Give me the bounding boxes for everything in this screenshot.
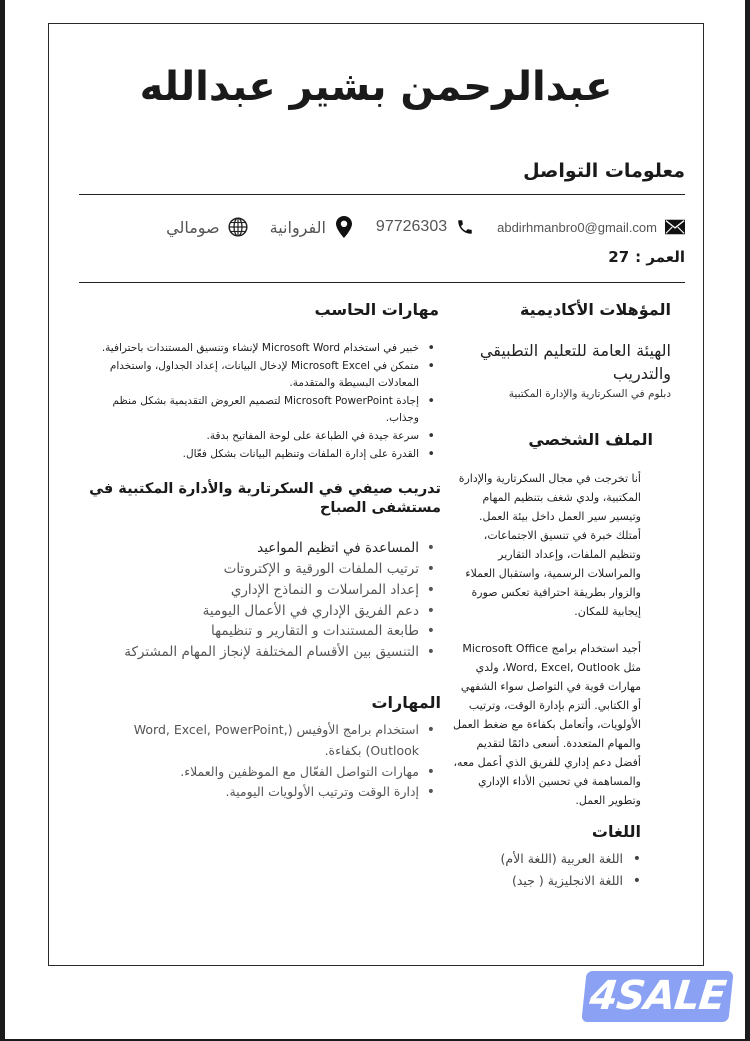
education-title: المؤهلات الأكاديمية <box>519 300 671 319</box>
contact-email[interactable] <box>497 217 685 237</box>
right-edge-strip <box>745 0 750 1041</box>
list-item: • المساعدة في اتظيم المواعيد <box>89 538 441 559</box>
age-value: 27 <box>608 248 630 266</box>
list-item: • سرعة جيدة في الطباعة على لوحة المفاتيح بدقة. <box>89 428 441 446</box>
contact-section-title: معلومات التواصل <box>523 160 685 182</box>
email-text: abdirhmanbro0@gmail.com <box>497 219 657 235</box>
resume-page <box>48 23 704 966</box>
list-item: • إجادة Microsoft PowerPoint لتصميم العروض التقديمية بشكل منظم وجذاب. <box>89 393 441 428</box>
contact-nationality <box>166 217 248 237</box>
contact-phone[interactable] <box>376 217 475 237</box>
training-title: تدريب صيفي في السكرتارية والأدارة المكتبية في مستشفى الصباح <box>89 481 441 517</box>
list-item: • متمكن في Microsoft Excel لإدخال البيانات، إعداد الجداول، واستخدام المعادلات البسيطة والمتقدمة. <box>89 358 441 393</box>
left-column <box>89 300 441 803</box>
education-degree: دبلوم في السكرتارية والإدارة المكتبية <box>508 388 671 400</box>
4sale-watermark-logo: 4SALE <box>581 971 733 1022</box>
education-institution: الهيئة العامة للتعليم التطبيقي والتدريب <box>479 341 671 383</box>
list-item: • دعم الفريق الإداري في الأعمال اليومية <box>89 601 441 622</box>
location-text: الفروانية <box>269 217 326 237</box>
list-item: • اللغة الانجليزية ( جيد) <box>453 870 641 892</box>
computer-skills-list <box>89 340 441 463</box>
right-column <box>453 300 671 892</box>
skills-list <box>89 720 441 803</box>
profile-paragraph-1: أنا تخرجت في مجال السكرتارية والإدارة المكتبية، ولدي شغف بتنظيم المهام وتيسير سير العمل داخل بيئة العمل. أمتلك خبرة في تنسيق الاجتماعات، وتنظيم الملفات، وإعداد التقارير والمراسلات الرسمية، واستقبال العملاء والزوار بطريقة احترافية تعكس صورة إيجابية للمكان. <box>458 472 641 618</box>
contact-location <box>270 217 354 237</box>
skills-title: المهارات <box>371 692 441 712</box>
divider <box>79 194 685 195</box>
phone-icon <box>455 217 475 237</box>
profile-paragraph-2: أجيد استخدام برامج Microsoft Office مثل Word, Excel, Outlook، ولدي مهارات قوية في التواصل سواء الشفهي أو الكتابي. ألتزم بإدارة الوقت، وترتيب الأولويات، وأتعامل بكفاءة مع ضغط العمل والمهام المتعددة. أسعى دائمًا لتقديم أفضل دعم إداري للفريق الذي أعمل معه، والمساهمة في تحسين الأداء الإداري وتطوير العمل. <box>452 642 641 807</box>
list-item: • ترتيب الملفات الورقية و الإكتروتات <box>89 559 441 580</box>
list-item: • خبير في استخدام Microsoft Word لإنشاء وتنسيق المستندات باحترافية. <box>89 340 441 358</box>
list-item: • اللغة العربية (اللغة الأم) <box>453 848 641 870</box>
contact-info-row <box>144 217 685 237</box>
training-list <box>89 538 441 663</box>
list-item: • طابعة المستندات و التقارير و تنظيمها <box>89 621 441 642</box>
map-pin-icon <box>334 217 354 237</box>
list-item: • استخدام برامج الأوفيس (,Word, Excel, PowerPoint Outlook) بكفاءة. <box>89 720 441 762</box>
nationality-text: صومالي <box>166 217 220 237</box>
computer-skills-title: مهارات الحاسب <box>314 300 439 319</box>
age-label: العمر : <box>635 248 685 266</box>
list-item: • التنسيق بين الأقسام المختلفة لإنجاز المهام المشتركة <box>89 642 441 663</box>
candidate-name: عبدالرحمن بشير عبدالله <box>139 64 613 110</box>
profile-title: الملف الشخصي <box>528 430 653 449</box>
list-item: • إعداد المراسلات و النماذج الإداري <box>89 580 441 601</box>
list-item: • مهارات التواصل الفعّال مع الموظفين والعملاء. <box>89 762 441 783</box>
envelope-icon <box>665 217 685 237</box>
languages-list <box>453 848 641 892</box>
phone-text: 97726303 <box>375 218 448 235</box>
divider <box>79 282 685 283</box>
globe-icon <box>228 217 248 237</box>
left-edge-strip <box>0 0 5 1041</box>
languages-title: اللغات <box>591 822 641 841</box>
list-item: • إدارة الوقت وترتيب الأولويات اليومية. <box>89 782 441 803</box>
age-line <box>608 248 685 266</box>
list-item: • القدرة على إدارة الملفات وتنظيم البيانات بشكل فعّال. <box>89 446 441 464</box>
